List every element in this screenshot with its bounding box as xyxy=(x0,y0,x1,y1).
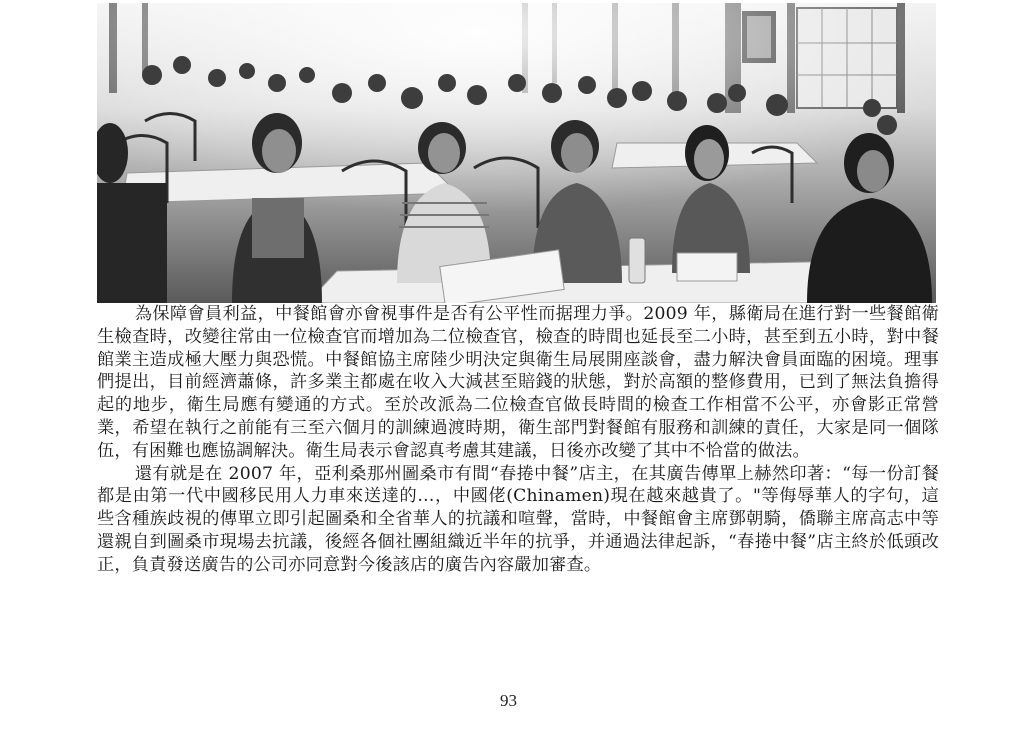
page-number: 93 xyxy=(500,691,517,710)
meeting-photo xyxy=(97,3,936,303)
paragraph-discrimination-flyer: 還有就是在 2007 年，亞利桑那州圖桑市有間“春捲中餐”店主，在其廣告傳單上赫然印著：“每一份訂餐都是由第一代中國移民用人力車來送達的…，中國佬(Chinamen)現在越來越貴了。"等侮辱華人的字句，這些含種族歧視的傳單立即引起圖桑和全省華人的抗議和喧聲，當時，中餐館會主席鄧朝騎，僑聯主席高志中等還親自到圖桑市現場去抗議，後經各個社團組織近半年的抗爭，并通過法律起訴，“春捲中餐”店主終於低頭改正，負責發送廣告的公司亦同意對今後該店的廣告內容嚴加審查。 xyxy=(97,463,939,575)
paragraph-health-inspection: 為保障會員利益，中餐館會亦會視事件是否有公平性而据理力爭。2009 年，縣衛局在進行對一些餐館衛生檢查時，改變往常由一位檢查官而增加為二位檢查官，檢查的時間也延長至二小時，甚至到五小時，對中餐館業主造成極大壓力與恐慌。中餐館協主席陸少明決定與衛生局展開座談會，盡力解決會員面臨的困境。理事們提出，目前經濟蕭條，許多業主都處在收入大減甚至賠錢的狀態，對於高額的整修費用，已到了無法負擔得起的地步，衛生局應有變通的方式。至於改派為二位檢查官做長時間的檢查工作相當不公平，亦會影正常營業，希望在執行之前能有三至六個月的訓練過渡時期，衛生部門對餐館有服務和訓練的責任，大家是同一個隊伍，有困難也應協調解決。衛生局表示會認真考慮其建議，日後亦改變了其中不恰當的做法。 xyxy=(97,304,939,461)
meeting-photo-illustration xyxy=(97,3,936,303)
article-body xyxy=(97,303,939,577)
